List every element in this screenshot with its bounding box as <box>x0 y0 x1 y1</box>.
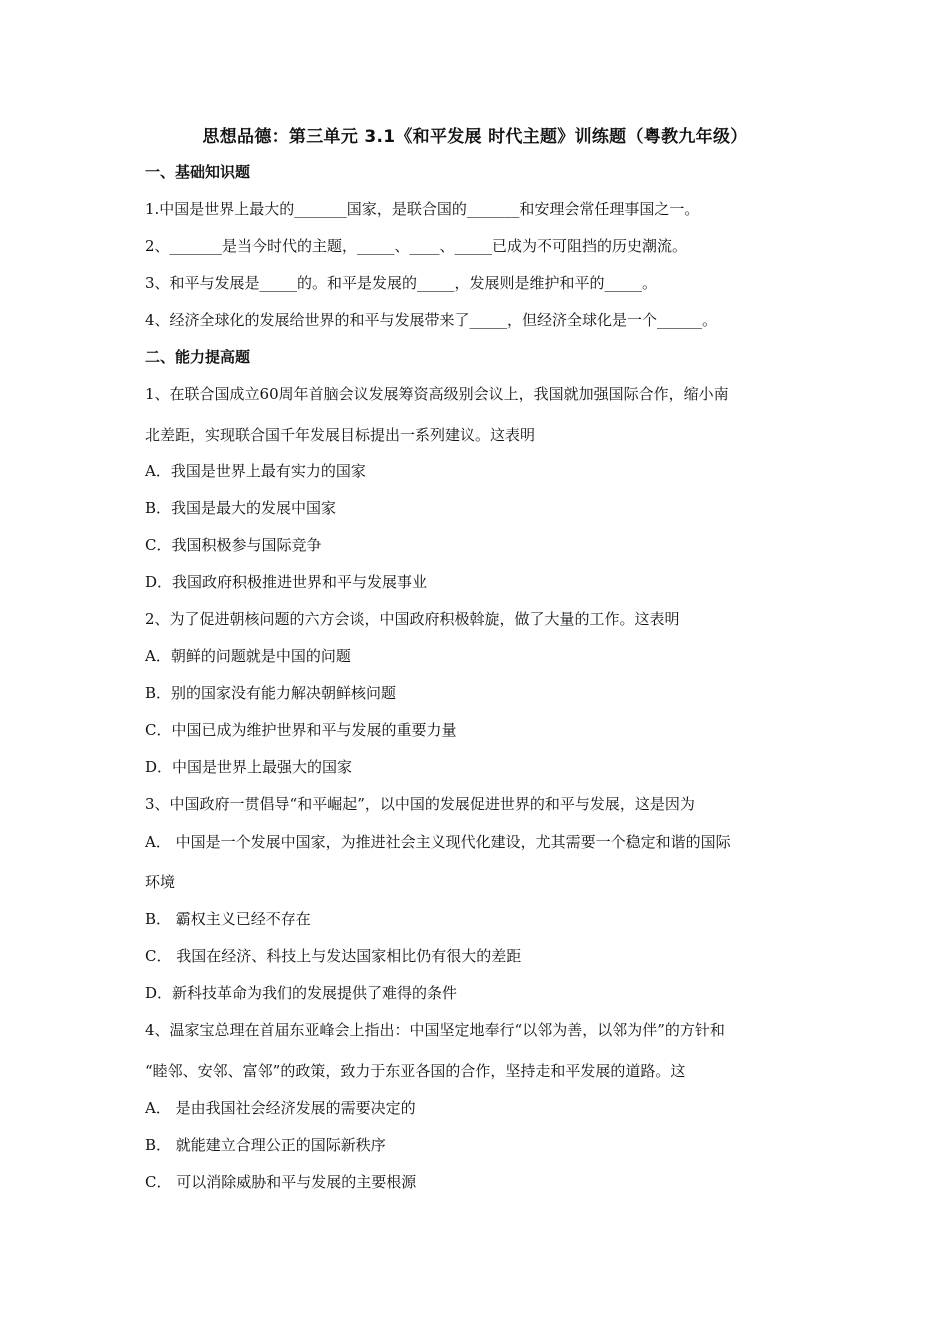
question-text: 北差距，实现联合国千年发展目标提出一系列建议。这表明 <box>145 426 536 444</box>
answer-option: B． 就能建立合理公正的国际新秩序 <box>145 1136 386 1154</box>
question-text: 4、经济全球化的发展给世界的和平与发展带来了_____，但经济全球化是一个______。 <box>145 311 718 329</box>
answer-option: A．朝鲜的问题就是中国的问题 <box>145 647 351 665</box>
question-text: 2、_______是当今时代的主题，_____、____、_____已成为不可阻挡的历史潮流。 <box>145 237 688 255</box>
question-text: 1、在联合国成立60周年首脑会议发展筹资高级别会议上，我国就加强国际合作，缩小南 <box>145 385 729 403</box>
answer-option: C． 可以消除威胁和平与发展的主要根源 <box>145 1173 417 1191</box>
answer-option: D．我国政府积极推进世界和平与发展事业 <box>145 573 428 591</box>
answer-option: D．新科技革命为我们的发展提供了难得的条件 <box>145 984 458 1002</box>
answer-option: B．别的国家没有能力解决朝鲜核问题 <box>145 684 397 702</box>
answer-option: A．我国是世界上最有实力的国家 <box>145 462 366 480</box>
answer-option: C．我国积极参与国际竞争 <box>145 536 322 554</box>
page-title: 思想品德：第三单元 3.1《和平发展 时代主题》训练题（粤教九年级） <box>202 127 748 147</box>
question-text: 4、温家宝总理在首届东亚峰会上指出：中国坚定地奉行“以邻为善，以邻为伴”的方针和 <box>145 1021 725 1039</box>
question-text: “睦邻、安邻、富邻”的政策，致力于东亚各国的合作，坚持走和平发展的道路。这 <box>145 1062 686 1080</box>
answer-option: D．中国是世界上最强大的国家 <box>145 758 353 776</box>
answer-option: A． 是由我国社会经济发展的需要决定的 <box>145 1099 416 1117</box>
answer-option: A． 中国是一个发展中国家，为推进社会主义现代化建设，尤其需要一个稳定和谐的国际 <box>145 833 731 851</box>
question-text: 2、为了促进朝核问题的六方会谈，中国政府积极斡旋，做了大量的工作。这表明 <box>145 610 680 628</box>
question-text: 3、和平与发展是_____的。和平是发展的_____，发展则是维护和平的_____。 <box>145 274 658 292</box>
section-heading-basic: 一、基础知识题 <box>145 163 251 181</box>
answer-option: C．中国已成为维护世界和平与发展的重要力量 <box>145 721 457 739</box>
answer-option: 环境 <box>145 873 176 891</box>
question-text: 3、中国政府一贯倡导“和平崛起”，以中国的发展促进世界的和平与发展，这是因为 <box>145 795 695 813</box>
answer-option: C． 我国在经济、科技上与发达国家相比仍有很大的差距 <box>145 947 522 965</box>
section-heading-advanced: 二、能力提高题 <box>145 348 251 366</box>
answer-option: B． 霸权主义已经不存在 <box>145 910 311 928</box>
question-text: 1.中国是世界上最大的_______国家，是联合国的_______和安理会常任理事国之一。 <box>145 200 700 218</box>
answer-option: B．我国是最大的发展中国家 <box>145 499 337 517</box>
